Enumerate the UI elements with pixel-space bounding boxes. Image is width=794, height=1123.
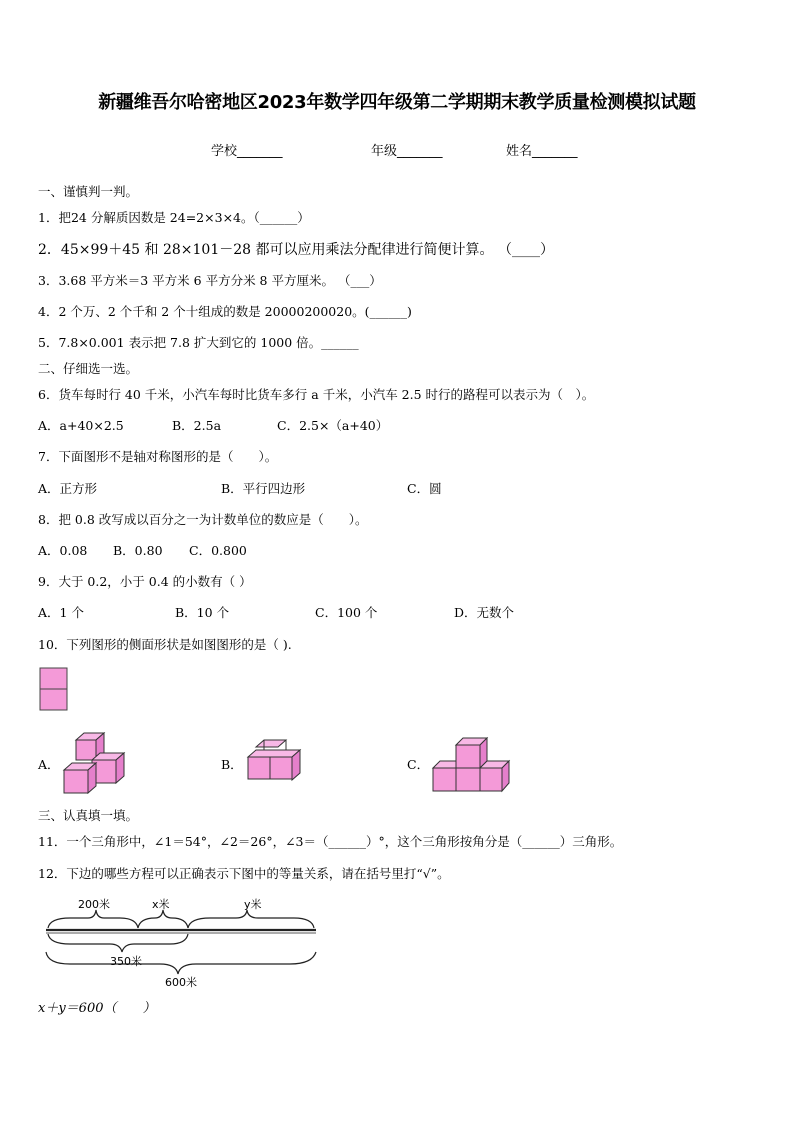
q6-option-b: B．2.5a [172, 418, 222, 433]
name-field: 姓名_______ [506, 144, 578, 159]
q8-option-a: A．0.08 [38, 543, 88, 558]
question-4: 4．2 个万、2 个千和 2 个十组成的数是 20000200020。(______) [38, 304, 412, 319]
question-5: 5．7.8×0.001 表示把 7.8 扩大到它的 1000 倍。______ [38, 335, 359, 350]
section-3-heading: 三、认真填一填。 [38, 808, 139, 823]
brace-600 [46, 952, 316, 974]
brace-200 [48, 910, 138, 928]
label-200: 200米 [78, 898, 110, 911]
q6-option-c: C．2.5×（a+40） [277, 418, 389, 433]
question-2: 2．45×99＋45 和 28×101－28 都可以应用乘法分配律进行简便计算。 （____） [38, 242, 554, 258]
q9-option-d: D．无数个 [454, 605, 515, 620]
q12-segment-diagram [40, 890, 330, 990]
q10-option-b-cubes [246, 739, 304, 787]
q9-option-a: A．1 个 [38, 605, 84, 620]
label-350: 350米 [110, 955, 142, 968]
q10-reference-figure [39, 667, 69, 713]
q10-option-c-cubes [431, 737, 511, 793]
question-11: 11．一个三角形中，∠1＝54°，∠2＝26°，∠3＝（______）°，这个三角形按角分是（______）三角形。 [38, 834, 623, 849]
question-9: 9．大于 0.2，小于 0.4 的小数有（ ） [38, 574, 252, 589]
grade-field: 年级_______ [371, 144, 443, 159]
q10-option-a-cubes [62, 732, 128, 794]
question-1: 1．把24 分解质因数是 24=2×3×4。（______） [38, 210, 310, 225]
q6-option-a: A．a+40×2.5 [38, 418, 124, 433]
question-6: 6．货车每时行 40 千米，小汽车每时比货车多行 a 千米，小汽车 2.5 时行的路程可以表示为（ ）。 [38, 387, 595, 402]
question-3: 3．3.68 平方米＝3 平方米 6 平方分米 8 平方厘米。 （___） [38, 273, 382, 288]
question-12: 12．下边的哪些方程可以正确表示下图中的等量关系，请在括号里打“√”。 [38, 866, 450, 881]
q10-option-b: B． [221, 757, 243, 772]
question-8: 8．把 0.8 改写成以百分之一为计数单位的数应是（ ）。 [38, 512, 368, 527]
q10-option-a: A． [38, 757, 60, 772]
q7-option-c: C．圆 [407, 481, 442, 496]
q7-option-a: A．正方形 [38, 481, 98, 496]
school-field: 学校_______ [211, 144, 283, 159]
brace-x [138, 910, 188, 928]
q9-option-b: B．10 个 [175, 605, 230, 620]
q8-option-c: C．0.800 [189, 543, 247, 558]
section-1-heading: 一、谨慎判一判。 [38, 184, 139, 199]
q8-option-b: B．0.80 [113, 543, 163, 558]
brace-y [188, 910, 314, 928]
q10-option-c: C． [407, 757, 430, 772]
label-600: 600米 [165, 976, 197, 989]
question-7: 7．下面图形不是轴对称图形的是（ ）。 [38, 449, 278, 464]
page-title: 新疆维吾尔哈密地区2023年数学四年级第二学期期末教学质量检测模拟试题 [98, 92, 696, 113]
q9-option-c: C．100 个 [315, 605, 378, 620]
q7-option-b: B．平行四边形 [221, 481, 306, 496]
label-y: y米 [244, 898, 262, 911]
label-x: x米 [152, 898, 170, 911]
question-10: 10．下列图形的侧面形状是如图图形的是（ ). [38, 637, 292, 652]
brace-350 [48, 934, 188, 952]
q12-equation: x＋y＝600（ ） [38, 1001, 156, 1016]
section-2-heading: 二、仔细选一选。 [38, 361, 139, 376]
